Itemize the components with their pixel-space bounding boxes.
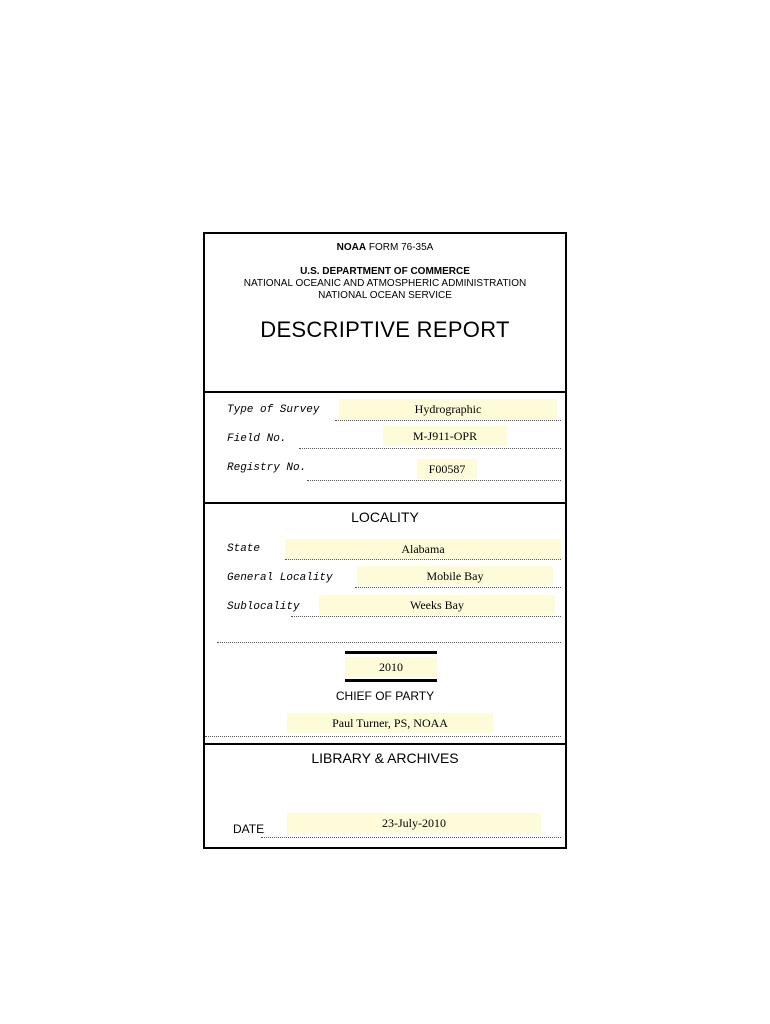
state-field[interactable]: Alabama <box>285 539 561 559</box>
registry-no-field[interactable]: F00587 <box>417 459 477 479</box>
year-field[interactable]: 2010 <box>345 657 437 677</box>
underline <box>285 559 561 560</box>
general-locality-label: General Locality <box>227 572 333 584</box>
chief-of-party-label: CHIEF OF PARTY <box>335 689 435 703</box>
form-agency: NOAA <box>336 242 367 253</box>
department: U.S. DEPARTMENT OF COMMERCE <box>300 266 470 277</box>
chief-of-party-field[interactable]: Paul Turner, PS, NOAA <box>287 713 493 733</box>
underline <box>261 837 561 838</box>
underline <box>205 736 561 737</box>
registry-no-label: Registry No. <box>227 462 307 474</box>
field-no-label: Field No. <box>227 433 287 445</box>
underline <box>355 587 561 588</box>
underline <box>291 616 561 617</box>
page-title: DESCRIPTIVE REPORT <box>260 317 510 342</box>
date-label: DATE <box>233 822 265 836</box>
year-rule-top <box>345 651 437 654</box>
sublocality-field[interactable]: Weeks Bay <box>319 595 555 615</box>
form-number-line <box>205 242 565 254</box>
section-divider <box>205 502 565 504</box>
year-rule-bottom <box>345 679 437 682</box>
underline <box>299 448 561 449</box>
state-label: State <box>227 543 261 555</box>
section-dotted-rule <box>217 642 561 643</box>
section-divider <box>205 391 565 393</box>
field-no-field[interactable]: M-J911-OPR <box>383 426 507 446</box>
descriptive-report-form <box>203 232 567 849</box>
type-of-survey-field[interactable]: Hydrographic <box>339 399 557 419</box>
underline <box>335 420 561 421</box>
administration: NATIONAL OCEANIC AND ATMOSPHERIC ADMINISTRATION <box>243 278 527 289</box>
service: NATIONAL OCEAN SERVICE <box>318 290 452 301</box>
type-of-survey-label: Type of Survey <box>227 404 320 416</box>
locality-heading: LOCALITY <box>351 509 419 525</box>
date-field[interactable]: 23-July-2010 <box>287 813 541 833</box>
section-divider <box>205 743 565 745</box>
sublocality-label: Sublocality <box>227 601 300 613</box>
library-archives-heading: LIBRARY & ARCHIVES <box>311 750 459 766</box>
underline <box>307 480 561 481</box>
general-locality-field[interactable]: Mobile Bay <box>357 566 553 586</box>
form-number: FORM 76-35A <box>368 242 434 253</box>
